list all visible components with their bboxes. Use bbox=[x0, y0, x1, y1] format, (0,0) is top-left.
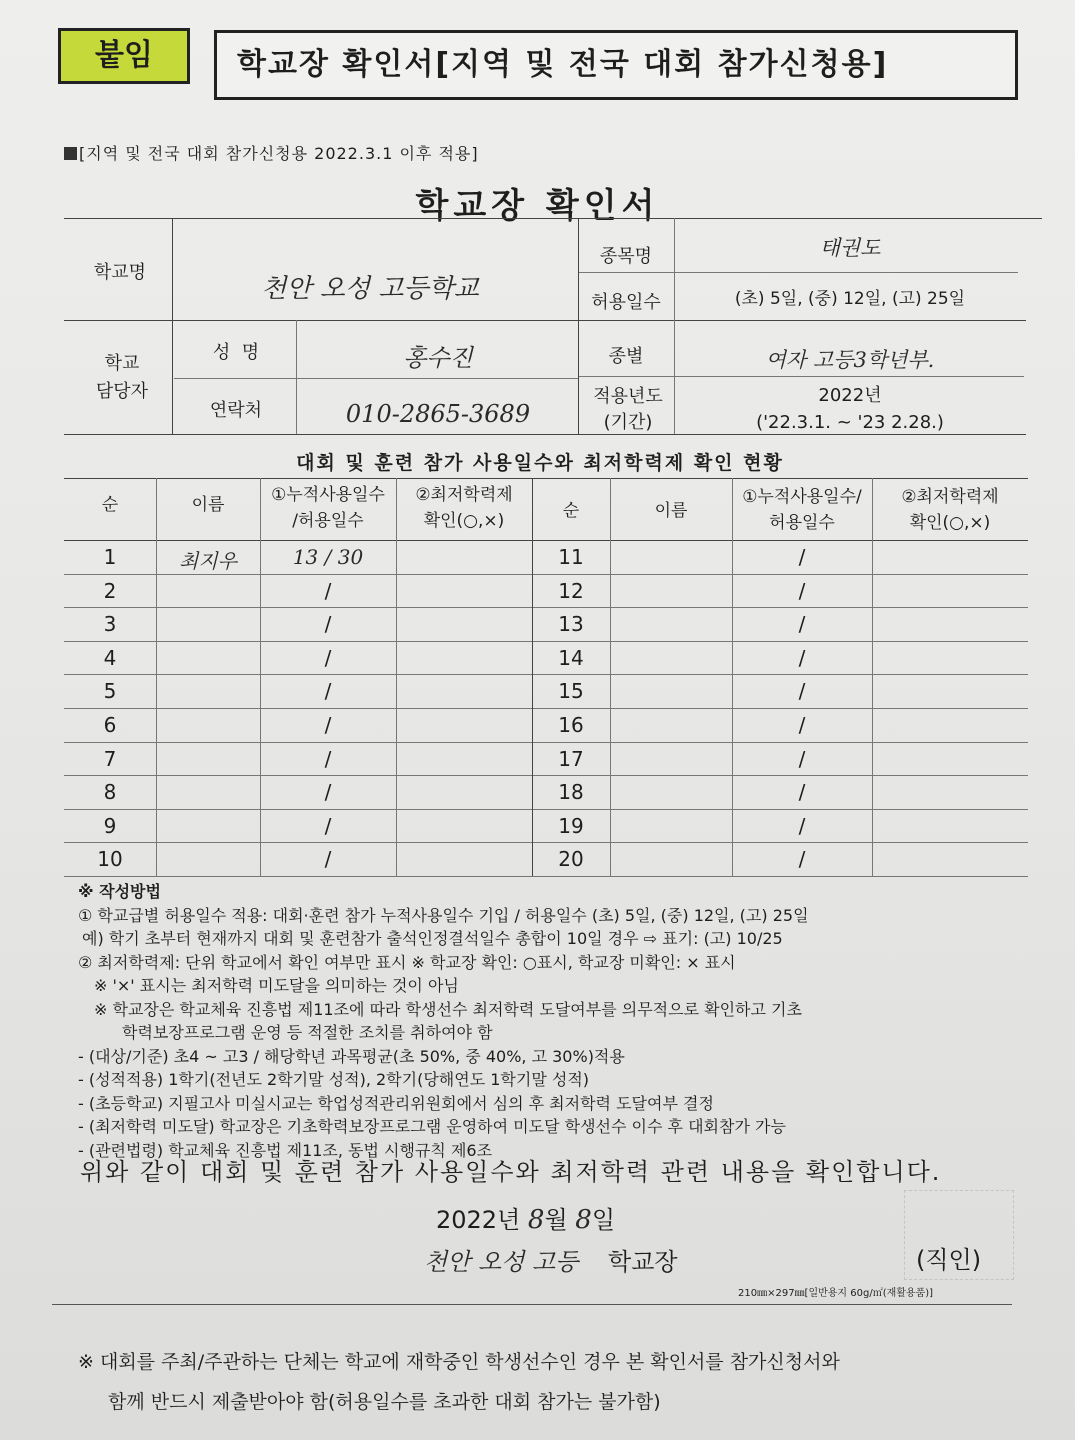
instruction-line: - (성적적용) 1학기(전년도 2학기말 성적), 2학기(당해연도 1학기말 성적) bbox=[78, 1070, 590, 1089]
instruction-line: ※ 학교장은 학교체육 진흥법 제11조에 따라 학생선수 최저학력 도달여부를 의무적으로 확인하고 기초 bbox=[94, 999, 802, 1019]
school-name-label: 학교명 bbox=[93, 262, 147, 283]
row-number: 8 bbox=[103, 780, 117, 805]
instruction-line: - (초등학교) 지필고사 미실시교는 학업성적관리위원회에서 심의 후 최저학력 도달여부 결정 bbox=[78, 1093, 714, 1113]
instruction-line: 학력보장프로그램 운영 등 적절한 조치를 취하여야 함 bbox=[122, 1023, 493, 1042]
days-used: / bbox=[798, 679, 806, 704]
subheading-text: [지역 및 전국 대회 참가신청용 2022.3.1 이후 적용] bbox=[79, 144, 479, 163]
document-title: 학교장 확인서 bbox=[415, 186, 660, 226]
row-number: 18 bbox=[558, 780, 584, 805]
table-column-rule bbox=[610, 478, 611, 876]
days-used: / bbox=[324, 847, 332, 872]
days-used: 13 / 30 bbox=[292, 545, 364, 569]
manager-label bbox=[72, 350, 172, 406]
row-number: 7 bbox=[103, 746, 117, 771]
contact-value: 010-2865-3689 bbox=[345, 400, 531, 428]
header-days-left-line2: /허용일수 bbox=[292, 511, 364, 531]
date-month: 8 bbox=[527, 1205, 545, 1235]
year-value-line1: 2022년 bbox=[818, 385, 882, 406]
days-used: / bbox=[798, 645, 806, 670]
status-table bbox=[64, 478, 1028, 876]
table-row-rule bbox=[64, 809, 1028, 810]
manager-label-line2: 담당자 bbox=[95, 381, 149, 402]
days-used: / bbox=[798, 578, 806, 603]
row-number: 13 bbox=[558, 612, 584, 637]
table-top-rule bbox=[64, 478, 1028, 479]
date-year: 2022년 bbox=[436, 1206, 521, 1234]
table-column-rule bbox=[396, 478, 397, 876]
row-number: 5 bbox=[103, 679, 117, 704]
instruction-line: - (관련법령) 학교체육 진흥법 제11조, 동법 시행규칙 제6조 bbox=[78, 1140, 493, 1160]
year-value bbox=[680, 382, 1020, 436]
header-name-left: 이름 bbox=[191, 495, 225, 515]
footer-divider bbox=[52, 1304, 1012, 1305]
header-check-left bbox=[396, 482, 532, 534]
form-title-box: 학교장 확인서[지역 및 전국 대회 참가신청용] bbox=[214, 30, 1018, 100]
paper-spec: 210㎜×297㎜[일반용지 60g/㎡(재활용품)] bbox=[738, 1288, 934, 1299]
table-row-rule bbox=[64, 607, 1028, 608]
days-used: / bbox=[798, 612, 806, 637]
instruction-line: 예) 학기 초부터 현재까지 대회 및 훈련참가 출석인정결석일수 총합이 10일 경우 ⇨ 표기: (고) 10/25 bbox=[82, 929, 783, 948]
category-label: 종별 bbox=[608, 346, 644, 367]
principal-school: 천안 오성 고등 bbox=[424, 1248, 579, 1276]
row-number: 3 bbox=[103, 612, 117, 637]
days-used: / bbox=[798, 713, 806, 737]
row-number: 12 bbox=[558, 578, 584, 603]
header-seq-left: 순 bbox=[101, 495, 119, 515]
row-number: 9 bbox=[103, 813, 117, 838]
sport-value: 태권도 bbox=[819, 236, 881, 260]
attachment-tag: 붙임 bbox=[58, 28, 190, 84]
table-row-rule bbox=[64, 641, 1028, 642]
date-day: 8 bbox=[575, 1205, 592, 1235]
table-row-rule bbox=[64, 842, 1028, 843]
header-days-right bbox=[732, 484, 872, 536]
days-used: / bbox=[798, 780, 806, 805]
square-bullet-icon bbox=[64, 147, 77, 160]
sport-label: 종목명 bbox=[599, 246, 653, 267]
section-title: 대회 및 훈련 참가 사용일수와 최저학력제 확인 현황 bbox=[296, 452, 784, 474]
signature-date bbox=[436, 1200, 615, 1235]
row-number: 10 bbox=[97, 847, 123, 872]
instruction-line: ※ '×' 표시는 최저학력 미도달을 의미하는 것이 아님 bbox=[94, 976, 459, 995]
table-column-rule bbox=[872, 478, 873, 876]
footer-note bbox=[78, 1342, 840, 1422]
instructions bbox=[78, 880, 1038, 1162]
header-check-right bbox=[872, 484, 1028, 536]
instruction-line: ※ 작성방법 bbox=[78, 882, 161, 901]
instruction-line: ② 최저학력제: 단위 학교에서 확인 여부만 표시 ※ 학교장 확인: ○표시, 학교장 미확인: × 표시 bbox=[78, 952, 736, 972]
row-number: 20 bbox=[558, 847, 584, 872]
year-value-line2: ('22.3.1. ~ '23 2.28.) bbox=[756, 412, 944, 433]
official-seal-label: (직인) bbox=[916, 1246, 982, 1274]
row-number: 19 bbox=[558, 813, 584, 838]
row-number: 14 bbox=[558, 645, 584, 670]
principal-title: 학교장 bbox=[608, 1248, 678, 1276]
days-used: / bbox=[324, 813, 332, 838]
date-day-unit: 일 bbox=[591, 1206, 616, 1234]
days-used: / bbox=[324, 612, 332, 637]
school-name-value: 천안 오성 고등학교 bbox=[261, 274, 479, 304]
header-days-left bbox=[260, 482, 396, 534]
header-check-left-line1: ②최저학력제 bbox=[415, 485, 513, 505]
row-number: 15 bbox=[558, 679, 584, 704]
header-check-right-line1: ②최저학력제 bbox=[901, 487, 999, 507]
days-used: / bbox=[798, 813, 806, 838]
instruction-line: - (대상/기준) 초4 ~ 고3 / 해당학년 과목평균(초 50%, 중 40%, 고 30%)적용 bbox=[78, 1046, 625, 1066]
table-row-rule bbox=[64, 674, 1028, 675]
row-number: 11 bbox=[558, 545, 584, 569]
days-used: / bbox=[324, 746, 332, 771]
days-used: / bbox=[324, 645, 332, 670]
form-subheading bbox=[64, 141, 479, 164]
instruction-line: ① 학교급별 허용일수 적용: 대회·훈련 참가 누적사용일수 기입 / 허용일수 (초) 5일, (중) 12일, (고) 25일 bbox=[78, 905, 809, 925]
table-column-rule bbox=[156, 478, 157, 876]
footer-line: ※ 대회를 주최/주관하는 단체는 학교에 재학중인 학생선수인 경우 본 확인서를 참가신청서와 bbox=[78, 1351, 840, 1373]
principal-signature bbox=[424, 1242, 678, 1277]
allowed-days-value: (초) 5일, (중) 12일, (고) 25일 bbox=[734, 289, 966, 309]
table-row-rule bbox=[64, 876, 1028, 877]
year-label-line1: 적용년도 bbox=[593, 386, 663, 407]
row-number: 6 bbox=[103, 713, 117, 737]
category-value: 여자 고등3학년부. bbox=[765, 348, 935, 372]
table-row-rule bbox=[64, 775, 1028, 776]
table-row-rule bbox=[64, 708, 1028, 709]
header-name-right: 이름 bbox=[654, 501, 688, 521]
footer-line: 함께 반드시 제출받아야 함(허용일수를 초과한 대회 참가는 불가함) bbox=[108, 1391, 661, 1413]
days-used: / bbox=[324, 780, 332, 805]
days-used: / bbox=[324, 713, 332, 737]
row-number: 4 bbox=[103, 645, 117, 670]
header-days-left-line1: ①누적사용일수 bbox=[271, 485, 385, 505]
days-used: / bbox=[798, 545, 806, 569]
year-label bbox=[580, 384, 676, 436]
header-days-right-line2: 허용일수 bbox=[769, 513, 835, 533]
header-seq-right: 순 bbox=[562, 501, 580, 521]
header-days-right-line1: ①누적사용일수/ bbox=[742, 487, 862, 507]
manager-name-label: 성 명 bbox=[212, 342, 260, 363]
confirmation-statement: 위와 같이 대회 및 훈련 참가 사용일수와 최저학력 관련 내용을 확인합니다. bbox=[80, 1158, 942, 1186]
date-month-unit: 월 bbox=[544, 1206, 568, 1234]
student-name: 최지우 bbox=[179, 549, 237, 573]
contact-label: 연락처 bbox=[209, 400, 263, 421]
year-label-line2: (기간) bbox=[603, 412, 653, 433]
days-used: / bbox=[324, 679, 332, 704]
days-used: / bbox=[324, 578, 332, 603]
manager-label-line1: 학교 bbox=[104, 353, 140, 374]
table-header-rule bbox=[64, 540, 1028, 541]
header-check-right-line2: 확인(○,×) bbox=[909, 513, 991, 533]
header-check-left-line2: 확인(○,×) bbox=[423, 511, 505, 531]
allowed-days-label: 허용일수 bbox=[591, 292, 661, 313]
instruction-line: - (최저학력 미도달) 학교장은 기초학력보장프로그램 운영하여 미도달 학생선수 이수 후 대회참가 가능 bbox=[78, 1117, 786, 1136]
days-used: / bbox=[798, 746, 806, 771]
row-number: 1 bbox=[103, 545, 117, 569]
row-number: 17 bbox=[558, 746, 584, 771]
table-row-rule bbox=[64, 742, 1028, 743]
manager-name-value: 홍수진 bbox=[403, 344, 473, 372]
row-number: 16 bbox=[558, 713, 584, 737]
days-used: / bbox=[798, 847, 806, 872]
row-number: 2 bbox=[103, 578, 117, 603]
